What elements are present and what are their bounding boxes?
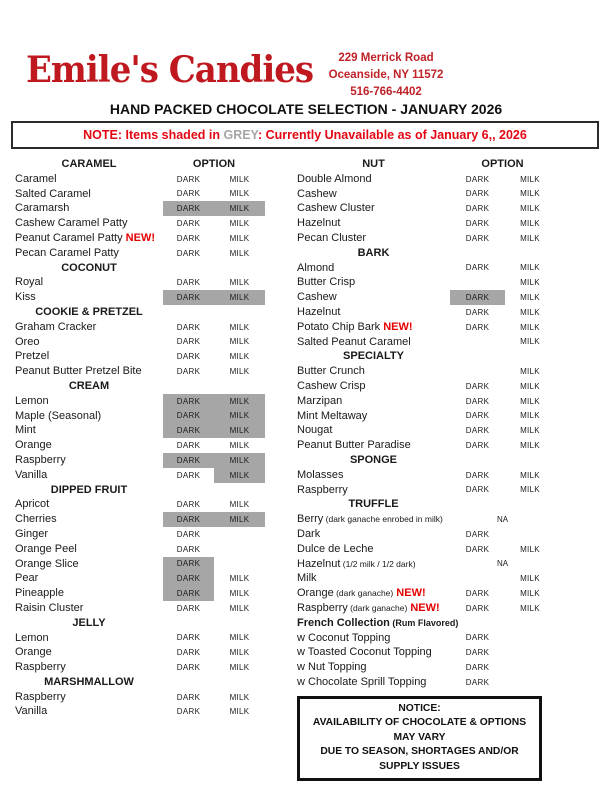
dark-option: DARK xyxy=(176,662,201,672)
milk-option xyxy=(505,675,555,690)
milk-option: MILK xyxy=(520,470,540,480)
section-header-row xyxy=(15,261,265,276)
menu-item-row xyxy=(297,305,589,320)
dark-option: DARK xyxy=(465,381,490,391)
menu-item-row xyxy=(297,557,589,572)
milk-option: MILK xyxy=(520,263,540,273)
item-name: Peanut Butter Pretzel Bite xyxy=(15,365,142,378)
milk-option xyxy=(214,527,265,542)
menu-item-row xyxy=(15,349,265,364)
menu-item-row xyxy=(15,497,265,512)
address-line-2: Oceanside, NY 11572 xyxy=(328,69,444,81)
milk-option: MILK xyxy=(520,544,540,554)
item-name: Cashew Caramel Patty xyxy=(15,217,128,230)
dark-option: DARK xyxy=(465,174,490,184)
milk-option: MILK xyxy=(214,394,265,409)
item-name: Pineapple xyxy=(15,587,64,600)
milk-option: MILK xyxy=(229,648,250,658)
item-name: Marzipan xyxy=(297,394,343,407)
item-name: w Chocolate Sprill Topping xyxy=(297,675,427,688)
address-line-1: 229 Merrick Road xyxy=(338,52,434,64)
dark-option: DARK xyxy=(163,453,214,468)
section-header: SPONGE xyxy=(349,453,398,466)
item-name: Pretzel xyxy=(15,350,50,363)
dark-option: DARK xyxy=(176,174,201,184)
section-header: COCONUT xyxy=(61,261,117,274)
dark-option: DARK xyxy=(450,290,505,305)
section-header-detail: (Rum Flavored) xyxy=(389,617,459,628)
dark-option: DARK xyxy=(176,692,201,702)
section-header-row xyxy=(297,349,589,364)
dark-option: DARK xyxy=(465,204,490,214)
dark-option: DARK xyxy=(163,290,214,305)
menu-item-row xyxy=(297,468,589,483)
item-detail: (dark ganache enrobed in milk) xyxy=(323,514,443,525)
item-detail: (1/2 milk / 1/2 dark) xyxy=(340,558,416,569)
menu-item-row xyxy=(15,660,265,675)
milk-option xyxy=(214,557,265,572)
menu-item-row xyxy=(15,290,265,305)
item-name: Nougat xyxy=(297,424,333,437)
menu-item-row xyxy=(297,379,589,394)
menu-item-row xyxy=(15,394,265,409)
milk-option: MILK xyxy=(520,322,540,332)
milk-option: MILK xyxy=(229,189,250,199)
section-header: MARSHMALLOW xyxy=(44,675,134,688)
dark-option: DARK xyxy=(176,189,201,199)
menu-item-row xyxy=(15,275,265,290)
dark-option xyxy=(450,571,505,586)
item-name: Raspberry xyxy=(15,690,66,703)
item-name: Butter Crunch xyxy=(297,365,365,378)
dark-option xyxy=(450,364,505,379)
item-name: Cherries xyxy=(15,513,57,526)
notice-line-2: AVAILABILITY OF CHOCOLATE & OPTIONS MAY VARY xyxy=(312,717,527,743)
na-option: NA xyxy=(496,559,509,569)
menu-item-row xyxy=(297,527,589,542)
menu-item-row xyxy=(297,512,589,527)
chocolate-list xyxy=(15,157,597,781)
menu-item-row xyxy=(15,320,265,335)
dark-option: DARK xyxy=(465,441,490,451)
availability-note-box xyxy=(11,121,599,149)
menu-item-row xyxy=(15,512,265,527)
dark-option: DARK xyxy=(465,426,490,436)
dark-option: DARK xyxy=(465,662,490,672)
dark-option: DARK xyxy=(176,367,201,377)
milk-option: MILK xyxy=(229,219,250,229)
address-phone: 516-766-4402 xyxy=(350,86,422,98)
milk-option: MILK xyxy=(229,367,250,377)
section-header-row xyxy=(15,675,265,690)
item-name: Orange xyxy=(15,439,52,452)
dark-option: DARK xyxy=(465,677,490,687)
new-badge: NEW! xyxy=(407,601,440,614)
milk-option: MILK xyxy=(229,322,250,332)
milk-option: MILK xyxy=(214,409,265,424)
item-name: Ginger xyxy=(15,527,49,540)
menu-item-row xyxy=(297,675,589,690)
milk-option xyxy=(505,645,555,660)
section-header-row xyxy=(15,157,265,172)
dark-option: DARK xyxy=(465,485,490,495)
dark-option: DARK xyxy=(176,322,201,332)
na-option: NA xyxy=(496,515,509,525)
item-name: Hazelnut xyxy=(297,217,341,230)
menu-item-row xyxy=(15,364,265,379)
item-name: Salted Peanut Caramel xyxy=(297,335,411,348)
item-name: Berry (dark ganache enrobed in milk) xyxy=(297,513,443,526)
section-header: TRUFFLE xyxy=(348,498,399,511)
dark-option: DARK xyxy=(465,633,490,643)
milk-option: MILK xyxy=(520,219,540,229)
item-name: Salted Caramel xyxy=(15,187,91,200)
section-header-row xyxy=(297,157,589,172)
milk-option: MILK xyxy=(229,574,250,584)
dark-option: DARK xyxy=(176,352,201,362)
dark-option: DARK xyxy=(465,589,490,598)
milk-option: MILK xyxy=(229,337,250,347)
milk-option xyxy=(214,542,265,557)
menu-item-row xyxy=(297,275,589,290)
item-name: Cashew Crisp xyxy=(297,379,366,392)
section-header-row xyxy=(15,379,265,394)
item-name: Pear xyxy=(15,572,39,585)
menu-item-row xyxy=(15,468,265,483)
milk-option xyxy=(505,631,555,646)
section-header: NUT xyxy=(362,158,385,170)
milk-option: MILK xyxy=(520,411,540,421)
menu-item-row xyxy=(297,409,589,424)
milk-option: MILK xyxy=(520,189,540,199)
new-badge: NEW! xyxy=(393,587,426,600)
store-logo: Emile's Candies xyxy=(26,48,314,92)
dark-option: DARK xyxy=(465,322,490,332)
item-name: Kiss xyxy=(15,291,36,304)
dark-option: DARK xyxy=(176,633,201,643)
dark-option: DARK xyxy=(176,219,201,229)
dark-option: DARK xyxy=(163,201,214,216)
item-name: Cashew Cluster xyxy=(297,202,375,215)
milk-option: MILK xyxy=(520,381,540,391)
milk-option: MILK xyxy=(520,337,540,347)
column-right xyxy=(297,157,589,781)
dark-option xyxy=(450,275,505,290)
dark-option: DARK xyxy=(176,603,201,613)
menu-item-row xyxy=(297,201,589,216)
menu-item-row xyxy=(297,586,589,601)
dark-option: DARK xyxy=(163,394,214,409)
section-header-row xyxy=(297,497,589,512)
item-name: Caramel xyxy=(15,172,57,185)
dark-option: DARK xyxy=(465,648,490,658)
dark-option: DARK xyxy=(465,411,490,421)
milk-option: MILK xyxy=(520,441,540,451)
new-badge: NEW! xyxy=(122,231,156,244)
milk-option: MILK xyxy=(520,485,540,495)
dark-option: DARK xyxy=(176,441,201,451)
item-name: Raspberry xyxy=(15,453,66,466)
menu-item-row xyxy=(297,645,589,660)
item-name: Butter Crisp xyxy=(297,276,356,289)
dark-option: DARK xyxy=(465,603,490,613)
menu-item-row xyxy=(297,542,589,557)
dark-option: DARK xyxy=(465,189,490,199)
menu-item-row xyxy=(15,231,265,246)
grey-word: GREY xyxy=(223,128,258,142)
item-name: Cashew xyxy=(297,187,337,200)
dark-option: DARK xyxy=(163,586,214,601)
menu-item-row xyxy=(297,631,589,646)
store-address xyxy=(288,50,484,101)
dark-option: DARK xyxy=(176,337,201,347)
item-name: Raspberry (dark ganache) NEW! xyxy=(297,601,440,614)
item-name: Apricot xyxy=(15,498,50,511)
item-name: Dark xyxy=(297,527,321,540)
item-name: Orange Peel xyxy=(15,542,77,555)
item-name: Royal xyxy=(15,276,44,289)
milk-option: MILK xyxy=(520,603,540,613)
menu-item-row xyxy=(15,704,265,719)
item-name: Lemon xyxy=(15,631,49,644)
milk-option xyxy=(505,660,555,675)
dark-option: DARK xyxy=(163,409,214,424)
menu-item-row xyxy=(15,438,265,453)
menu-item-row xyxy=(15,423,265,438)
item-name: Peanut Caramel Patty NEW! xyxy=(15,231,156,244)
milk-option: MILK xyxy=(229,692,250,702)
dark-option: DARK xyxy=(176,233,201,243)
item-name: Raspberry xyxy=(15,661,66,674)
milk-option: MILK xyxy=(520,396,540,406)
new-badge: NEW! xyxy=(380,320,413,333)
milk-option: MILK xyxy=(520,307,540,317)
milk-option: MILK xyxy=(214,290,265,305)
section-header-row xyxy=(297,453,589,468)
item-name: Cashew xyxy=(297,291,337,304)
menu-item-row xyxy=(15,172,265,187)
menu-item-row xyxy=(297,261,589,276)
option-column-header: OPTION xyxy=(481,158,524,170)
item-name: Raisin Cluster xyxy=(15,601,84,614)
menu-item-row xyxy=(297,216,589,231)
milk-option: MILK xyxy=(229,248,250,258)
section-header: French Collection (Rum Flavored) xyxy=(297,616,459,629)
milk-option: MILK xyxy=(520,367,540,377)
item-name: Peanut Butter Paradise xyxy=(297,439,411,452)
section-header-row xyxy=(15,616,265,631)
milk-option: MILK xyxy=(229,500,250,510)
milk-option: MILK xyxy=(229,441,250,451)
milk-option: MILK xyxy=(229,233,250,243)
menu-item-row xyxy=(15,571,265,586)
dark-option: DARK xyxy=(465,307,490,317)
item-name: Orange (dark ganache) NEW! xyxy=(297,587,426,600)
item-name: w Nut Topping xyxy=(297,661,367,674)
milk-option: MILK xyxy=(520,293,540,303)
milk-option: MILK xyxy=(214,453,265,468)
milk-option: MILK xyxy=(229,589,250,598)
item-name: Lemon xyxy=(15,394,49,407)
item-name: Dulce de Leche xyxy=(297,542,374,555)
dark-option: DARK xyxy=(176,529,201,539)
milk-option: MILK xyxy=(520,174,540,184)
dark-option: DARK xyxy=(176,278,201,288)
item-name: Caramarsh xyxy=(15,202,70,215)
item-detail: (dark ganache) xyxy=(333,588,394,599)
dark-option: DARK xyxy=(465,233,490,243)
item-name: Pecan Caramel Patty xyxy=(15,246,119,259)
item-name: Graham Cracker xyxy=(15,320,97,333)
section-header: COOKIE & PRETZEL xyxy=(35,305,143,318)
milk-option: MILK xyxy=(229,174,250,184)
menu-item-row xyxy=(297,438,589,453)
menu-item-row xyxy=(15,187,265,202)
dark-option xyxy=(450,335,505,350)
dark-option: DARK xyxy=(163,423,214,438)
section-header: DIPPED FRUIT xyxy=(50,483,128,496)
dark-option: DARK xyxy=(176,500,201,510)
milk-option: MILK xyxy=(214,468,265,483)
dark-option: DARK xyxy=(465,470,490,480)
item-name: Milk xyxy=(297,572,317,585)
section-header-row xyxy=(297,246,589,261)
menu-item-row xyxy=(15,586,265,601)
dark-option: DARK xyxy=(163,557,214,572)
menu-item-row xyxy=(15,601,265,616)
menu-item-row xyxy=(15,246,265,261)
menu-item-row xyxy=(15,409,265,424)
menu-item-row xyxy=(15,453,265,468)
menu-item-row xyxy=(297,335,589,350)
dark-option: DARK xyxy=(176,470,201,480)
milk-option: MILK xyxy=(229,603,250,613)
milk-option: MILK xyxy=(520,589,540,598)
milk-option: MILK xyxy=(229,278,250,288)
item-name: Pecan Cluster xyxy=(297,231,367,244)
section-header-row xyxy=(15,483,265,498)
section-header: CARAMEL xyxy=(61,158,117,170)
item-name: Maple (Seasonal) xyxy=(15,409,102,422)
dark-option: DARK xyxy=(163,512,214,527)
menu-item-row xyxy=(297,290,589,305)
milk-option: MILK xyxy=(520,574,540,584)
item-name: Double Almond xyxy=(297,172,372,185)
item-name: Raspberry xyxy=(297,483,348,496)
section-header-row xyxy=(15,305,265,320)
item-name: Vanilla xyxy=(15,468,48,481)
page-title: HAND PACKED CHOCOLATE SELECTION - JANUARY 2026 xyxy=(109,101,503,117)
milk-option: MILK xyxy=(520,204,540,214)
item-name: Potato Chip Bark NEW! xyxy=(297,320,413,333)
menu-item-row xyxy=(297,320,589,335)
section-header-row xyxy=(297,616,589,631)
menu-item-row xyxy=(15,557,265,572)
milk-option: MILK xyxy=(214,512,265,527)
section-header: BARK xyxy=(357,246,390,259)
menu-item-row xyxy=(297,394,589,409)
milk-option: MILK xyxy=(214,201,265,216)
milk-option: MILK xyxy=(229,662,250,672)
milk-option xyxy=(505,527,555,542)
menu-item-row xyxy=(297,364,589,379)
item-name: Vanilla xyxy=(15,705,48,718)
menu-item-row xyxy=(15,335,265,350)
item-name: Almond xyxy=(297,261,335,274)
milk-option: MILK xyxy=(229,707,250,717)
item-name: Orange Slice xyxy=(15,557,79,570)
item-name: Mint Meltaway xyxy=(297,409,368,422)
dark-option: DARK xyxy=(465,263,490,273)
milk-option: MILK xyxy=(229,352,250,362)
menu-item-row xyxy=(15,645,265,660)
milk-option: MILK xyxy=(520,278,540,288)
item-name: Mint xyxy=(15,424,36,437)
menu-item-row xyxy=(15,527,265,542)
item-name: Molasses xyxy=(297,468,344,481)
dark-option: DARK xyxy=(176,248,201,258)
column-left xyxy=(15,157,265,781)
milk-option: MILK xyxy=(214,423,265,438)
menu-item-row xyxy=(15,631,265,646)
menu-item-row xyxy=(297,571,589,586)
item-name: Oreo xyxy=(15,335,40,348)
menu-item-row xyxy=(15,690,265,705)
dark-option: DARK xyxy=(465,544,490,554)
menu-item-row xyxy=(297,187,589,202)
notice-line-3: DUE TO SEASON, SHORTAGES AND/OR SUPPLY ISSUES xyxy=(320,746,519,772)
dark-option: DARK xyxy=(465,396,490,406)
item-name: w Coconut Topping xyxy=(297,631,391,644)
dark-option: DARK xyxy=(465,529,490,539)
item-name: Hazelnut xyxy=(297,305,341,318)
menu-item-row xyxy=(297,660,589,675)
milk-option: MILK xyxy=(520,233,540,243)
menu-item-row xyxy=(297,423,589,438)
item-name: Hazelnut (1/2 milk / 1/2 dark) xyxy=(297,557,416,570)
menu-item-row xyxy=(297,601,589,616)
dark-option: DARK xyxy=(163,571,214,586)
dark-option: DARK xyxy=(176,648,201,658)
dark-option: DARK xyxy=(465,219,490,229)
menu-item-row xyxy=(15,216,265,231)
section-header: SPECIALTY xyxy=(343,350,404,363)
menu-item-row xyxy=(297,483,589,498)
dark-option: DARK xyxy=(176,707,201,717)
item-detail: (dark ganache) xyxy=(347,602,408,613)
milk-option: MILK xyxy=(520,426,540,436)
section-header: JELLY xyxy=(72,616,106,629)
milk-option: MILK xyxy=(229,633,250,643)
notice-box xyxy=(297,696,542,782)
option-column-header: OPTION xyxy=(192,158,236,170)
note-text: NOTE: Items shaded in GREY: Currently Unavailable as of January 6,, 2026 xyxy=(83,128,527,142)
notice-line-1: NOTICE: xyxy=(398,702,441,714)
item-name: Orange xyxy=(15,646,52,659)
menu-item-row xyxy=(297,172,589,187)
dark-option: DARK xyxy=(176,544,201,554)
item-name: w Toasted Coconut Topping xyxy=(297,646,432,659)
menu-item-row xyxy=(15,542,265,557)
section-header: CREAM xyxy=(68,379,110,392)
menu-item-row xyxy=(297,231,589,246)
menu-item-row xyxy=(15,201,265,216)
